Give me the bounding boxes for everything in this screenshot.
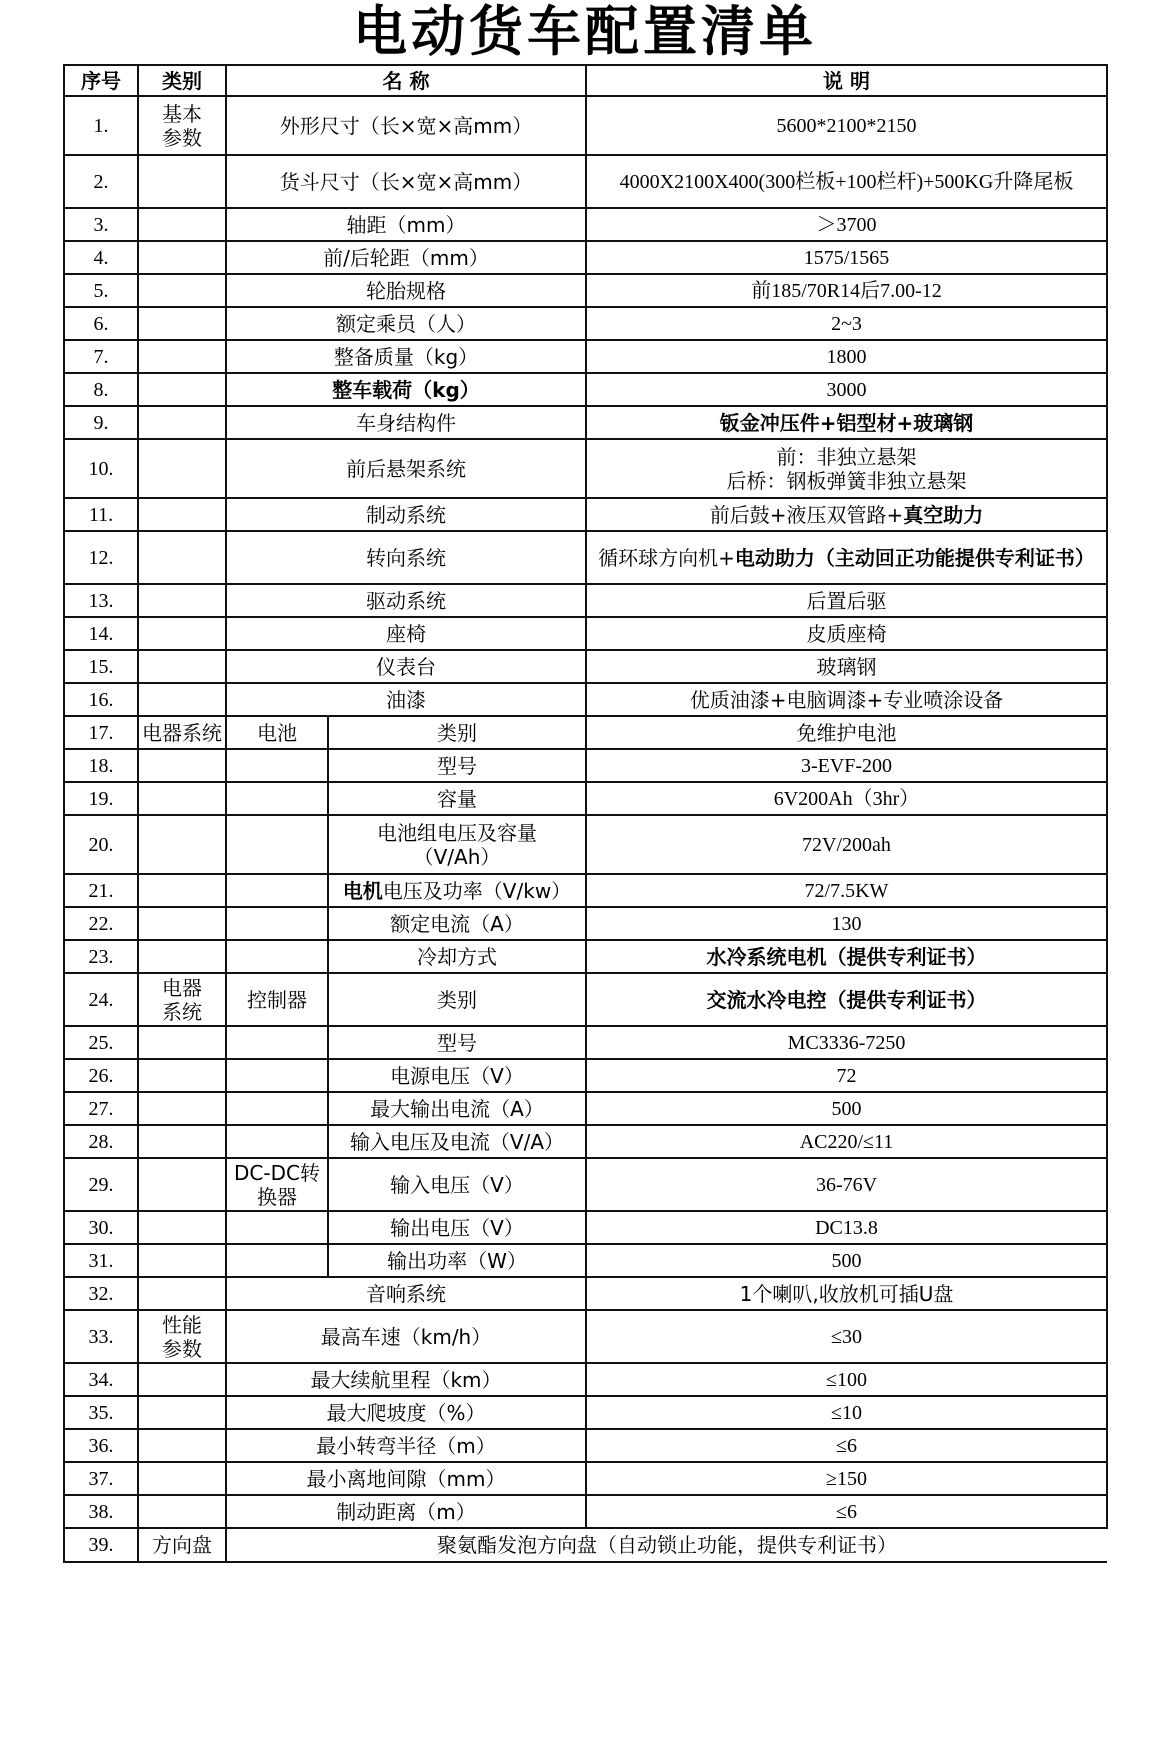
row-name: 类别 [328, 973, 586, 1026]
spec-table [63, 64, 1108, 1563]
row-name: 输入电压及电流（V/A） [328, 1125, 586, 1158]
table-row [64, 1310, 1107, 1363]
row-subcategory [226, 749, 328, 782]
row-value: 72 [586, 1059, 1107, 1092]
table-row [64, 274, 1107, 307]
row-number: 9. [64, 406, 138, 439]
row-name: 最小离地间隙（mm） [226, 1462, 586, 1495]
row-number: 26. [64, 1059, 138, 1092]
row-value-bold: 真空助力 [903, 502, 984, 527]
row-name: 输出电压（V） [328, 1211, 586, 1244]
row-name: 座椅 [226, 617, 586, 650]
row-value: ≤6 [586, 1495, 1107, 1528]
row-name: 货斗尺寸（长×宽×高mm） [226, 155, 586, 208]
row-number: 3. [64, 208, 138, 241]
row-name: 制动距离（m） [226, 1495, 586, 1528]
row-value: 皮质座椅 [586, 617, 1107, 650]
table-row [64, 617, 1107, 650]
row-number: 33. [64, 1310, 138, 1363]
row-value [586, 439, 1107, 498]
table-row [64, 307, 1107, 340]
table-row [64, 815, 1107, 874]
row-name: 转向系统 [226, 531, 586, 584]
row-number: 38. [64, 1495, 138, 1528]
table-row [64, 1528, 1107, 1562]
row-number: 8. [64, 373, 138, 406]
row-value: 1575/1565 [586, 241, 1107, 274]
row-subcategory: 电池 [226, 716, 328, 749]
row-value: 3-EVF-200 [586, 749, 1107, 782]
row-category [138, 531, 226, 584]
row-value: 钣金冲压件+铝型材+玻璃钢 [586, 406, 1107, 439]
row-value-line: 后桥：钢板弹簧非独立悬架 [726, 468, 967, 493]
table-row [64, 1125, 1107, 1158]
row-category [138, 1026, 226, 1059]
table-row [64, 584, 1107, 617]
row-name: 型号 [328, 1026, 586, 1059]
header-no: 序号 [64, 65, 138, 96]
row-value: 优质油漆+电脑调漆+专业喷涂设备 [586, 683, 1107, 716]
table-row [64, 1026, 1107, 1059]
row-number: 29. [64, 1158, 138, 1211]
row-name: 最大输出电流（A） [328, 1092, 586, 1125]
row-value: 免维护电池 [586, 716, 1107, 749]
row-number: 24. [64, 973, 138, 1026]
table-row [64, 973, 1107, 1026]
table-row [64, 907, 1107, 940]
row-value: 前185/70R14后7.00-12 [586, 274, 1107, 307]
row-value: 500 [586, 1092, 1107, 1125]
row-category: 电器系统 [138, 716, 226, 749]
row-category [138, 1429, 226, 1462]
row-number: 23. [64, 940, 138, 973]
row-number: 31. [64, 1244, 138, 1277]
row-name [328, 874, 586, 907]
table-row [64, 1462, 1107, 1495]
row-subcategory [226, 1092, 328, 1125]
table-row [64, 406, 1107, 439]
row-category [138, 1059, 226, 1092]
row-category: 基本参数 [138, 96, 226, 155]
table-row [64, 650, 1107, 683]
row-number: 39. [64, 1528, 138, 1562]
row-number: 34. [64, 1363, 138, 1396]
row-category [138, 683, 226, 716]
table-row [64, 208, 1107, 241]
row-value: 交流水冷电控（提供专利证书） [586, 973, 1107, 1026]
row-subcategory [226, 907, 328, 940]
row-number: 12. [64, 531, 138, 584]
header-name: 名 称 [226, 65, 586, 96]
row-subcategory [226, 1211, 328, 1244]
row-number: 6. [64, 307, 138, 340]
row-name: 型号 [328, 749, 586, 782]
row-number: 7. [64, 340, 138, 373]
row-number: 32. [64, 1277, 138, 1310]
row-number: 25. [64, 1026, 138, 1059]
row-name: 驱动系统 [226, 584, 586, 617]
row-number: 28. [64, 1125, 138, 1158]
row-subcategory [226, 782, 328, 815]
row-category [138, 274, 226, 307]
table-row [64, 683, 1107, 716]
row-value: ≤100 [586, 1363, 1107, 1396]
row-value-part: 循环球方向机+ [598, 545, 735, 570]
row-category [138, 340, 226, 373]
row-name: 前/后轮距（mm） [226, 241, 586, 274]
table-row [64, 1429, 1107, 1462]
row-name: 前后悬架系统 [226, 439, 586, 498]
row-value: 玻璃钢 [586, 650, 1107, 683]
row-number: 4. [64, 241, 138, 274]
table-row [64, 373, 1107, 406]
row-number: 17. [64, 716, 138, 749]
row-number: 5. [64, 274, 138, 307]
table-row [64, 498, 1107, 531]
row-name: 最大爬坡度（%） [226, 1396, 586, 1429]
row-category [138, 208, 226, 241]
row-number: 21. [64, 874, 138, 907]
row-subcategory [226, 1125, 328, 1158]
row-category [138, 307, 226, 340]
row-name: 制动系统 [226, 498, 586, 531]
row-category: 性能参数 [138, 1310, 226, 1363]
table-row [64, 340, 1107, 373]
row-category [138, 498, 226, 531]
row-number: 11. [64, 498, 138, 531]
row-category [138, 1244, 226, 1277]
table-row [64, 940, 1107, 973]
table-row [64, 155, 1107, 208]
table-row [64, 1396, 1107, 1429]
row-value: 36-76V [586, 1158, 1107, 1211]
row-name-bold: 电机 [342, 878, 383, 903]
row-value: 水冷系统电机（提供专利证书） [586, 940, 1107, 973]
row-number: 14. [64, 617, 138, 650]
row-category [138, 1396, 226, 1429]
row-number: 36. [64, 1429, 138, 1462]
table-row [64, 874, 1107, 907]
row-name: 最高车速（km/h） [226, 1310, 586, 1363]
table-row [64, 439, 1107, 498]
row-category [138, 155, 226, 208]
row-category [138, 650, 226, 683]
row-number: 2. [64, 155, 138, 208]
row-category [138, 1462, 226, 1495]
row-category [138, 874, 226, 907]
row-category [138, 439, 226, 498]
row-name: 聚氨酯发泡方向盘（自动锁止功能，提供专利证书） [226, 1528, 1107, 1562]
row-name: 油漆 [226, 683, 586, 716]
table-row [64, 241, 1107, 274]
row-number: 19. [64, 782, 138, 815]
table-row [64, 782, 1107, 815]
row-subcategory [226, 940, 328, 973]
row-number: 16. [64, 683, 138, 716]
page-title: 电动货车配置清单 [353, 0, 817, 63]
row-name: 音响系统 [226, 1277, 586, 1310]
row-category [138, 373, 226, 406]
row-subcategory [226, 1059, 328, 1092]
header-desc: 说 明 [586, 65, 1107, 96]
row-number: 27. [64, 1092, 138, 1125]
row-name: 电池组电压及容量（V/Ah） [328, 815, 586, 874]
row-category [138, 749, 226, 782]
row-subcategory [226, 874, 328, 907]
row-value [586, 531, 1107, 584]
row-value: 1个喇叭,收放机可插U盘 [586, 1277, 1107, 1310]
row-number: 35. [64, 1396, 138, 1429]
row-subcategory [226, 1026, 328, 1059]
table-row [64, 716, 1107, 749]
row-category [138, 406, 226, 439]
row-value-bold: 电动助力（主动回正功能提供专利证书） [734, 545, 1095, 570]
row-name: 仪表台 [226, 650, 586, 683]
row-category [138, 940, 226, 973]
row-subcategory: 控制器 [226, 973, 328, 1026]
row-value-line: 前：非独立悬架 [776, 444, 917, 469]
row-value: ≤6 [586, 1429, 1107, 1462]
row-value: ≤10 [586, 1396, 1107, 1429]
row-category: 方向盘 [138, 1528, 226, 1562]
row-category [138, 1092, 226, 1125]
row-value: AC220/≤11 [586, 1125, 1107, 1158]
row-category [138, 241, 226, 274]
row-value: 3000 [586, 373, 1107, 406]
row-name: 额定电流（A） [328, 907, 586, 940]
table-row [64, 96, 1107, 155]
row-number: 22. [64, 907, 138, 940]
row-value: 后置后驱 [586, 584, 1107, 617]
row-category [138, 584, 226, 617]
row-value: DC13.8 [586, 1211, 1107, 1244]
row-category [138, 782, 226, 815]
row-name: 输出功率（W） [328, 1244, 586, 1277]
row-number: 30. [64, 1211, 138, 1244]
row-name: 额定乘员（人） [226, 307, 586, 340]
row-number: 37. [64, 1462, 138, 1495]
row-name: 整备质量（kg） [226, 340, 586, 373]
row-value: 6V200Ah（3hr） [586, 782, 1107, 815]
table-row [64, 1363, 1107, 1396]
row-value: 2~3 [586, 307, 1107, 340]
row-value: 72V/200ah [586, 815, 1107, 874]
row-value: 1800 [586, 340, 1107, 373]
table-row [64, 1211, 1107, 1244]
table-row [64, 531, 1107, 584]
row-name: 最小转弯半径（m） [226, 1429, 586, 1462]
row-number: 15. [64, 650, 138, 683]
row-name: 容量 [328, 782, 586, 815]
row-name: 外形尺寸（长×宽×高mm） [226, 96, 586, 155]
row-subcategory [226, 815, 328, 874]
header-category: 类别 [138, 65, 226, 96]
row-value: 4000X2100X400(300栏板+100栏杆)+500KG升降尾板 [586, 155, 1107, 208]
table-row [64, 1244, 1107, 1277]
row-subcategory: DC-DC转换器 [226, 1158, 328, 1211]
row-value: ＞3700 [586, 208, 1107, 241]
row-category [138, 1158, 226, 1211]
row-name: 电源电压（V） [328, 1059, 586, 1092]
row-name: 车身结构件 [226, 406, 586, 439]
row-category [138, 1495, 226, 1528]
row-category [138, 1211, 226, 1244]
row-number: 18. [64, 749, 138, 782]
row-value: 5600*2100*2150 [586, 96, 1107, 155]
row-number: 20. [64, 815, 138, 874]
row-name: 轮胎规格 [226, 274, 586, 307]
row-value: 72/7.5KW [586, 874, 1107, 907]
row-category [138, 907, 226, 940]
table-row [64, 749, 1107, 782]
table-row [64, 1158, 1107, 1211]
row-value: 500 [586, 1244, 1107, 1277]
row-name-part: 电压及功率（V/kw） [382, 878, 572, 903]
row-name: 轴距（mm） [226, 208, 586, 241]
row-category [138, 815, 226, 874]
row-number: 10. [64, 439, 138, 498]
row-name: 整车载荷（kg） [226, 373, 586, 406]
row-category: 电器系统 [138, 973, 226, 1026]
row-subcategory [226, 1244, 328, 1277]
row-category [138, 1125, 226, 1158]
row-name: 输入电压（V） [328, 1158, 586, 1211]
row-value: ≥150 [586, 1462, 1107, 1495]
table-row [64, 1059, 1107, 1092]
row-category [138, 1277, 226, 1310]
row-name: 类别 [328, 716, 586, 749]
row-number: 13. [64, 584, 138, 617]
row-category [138, 1363, 226, 1396]
table-row [64, 1277, 1107, 1310]
row-number: 1. [64, 96, 138, 155]
table-row [64, 1092, 1107, 1125]
table-row [64, 1495, 1107, 1528]
row-name: 最大续航里程（km） [226, 1363, 586, 1396]
table-header-row [64, 65, 1107, 96]
row-name: 冷却方式 [328, 940, 586, 973]
row-value-part: 前后鼓+液压双管路+ [709, 502, 904, 527]
row-category [138, 617, 226, 650]
row-value: ≤30 [586, 1310, 1107, 1363]
row-value: 130 [586, 907, 1107, 940]
row-value [586, 498, 1107, 531]
row-value: MC3336-7250 [586, 1026, 1107, 1059]
